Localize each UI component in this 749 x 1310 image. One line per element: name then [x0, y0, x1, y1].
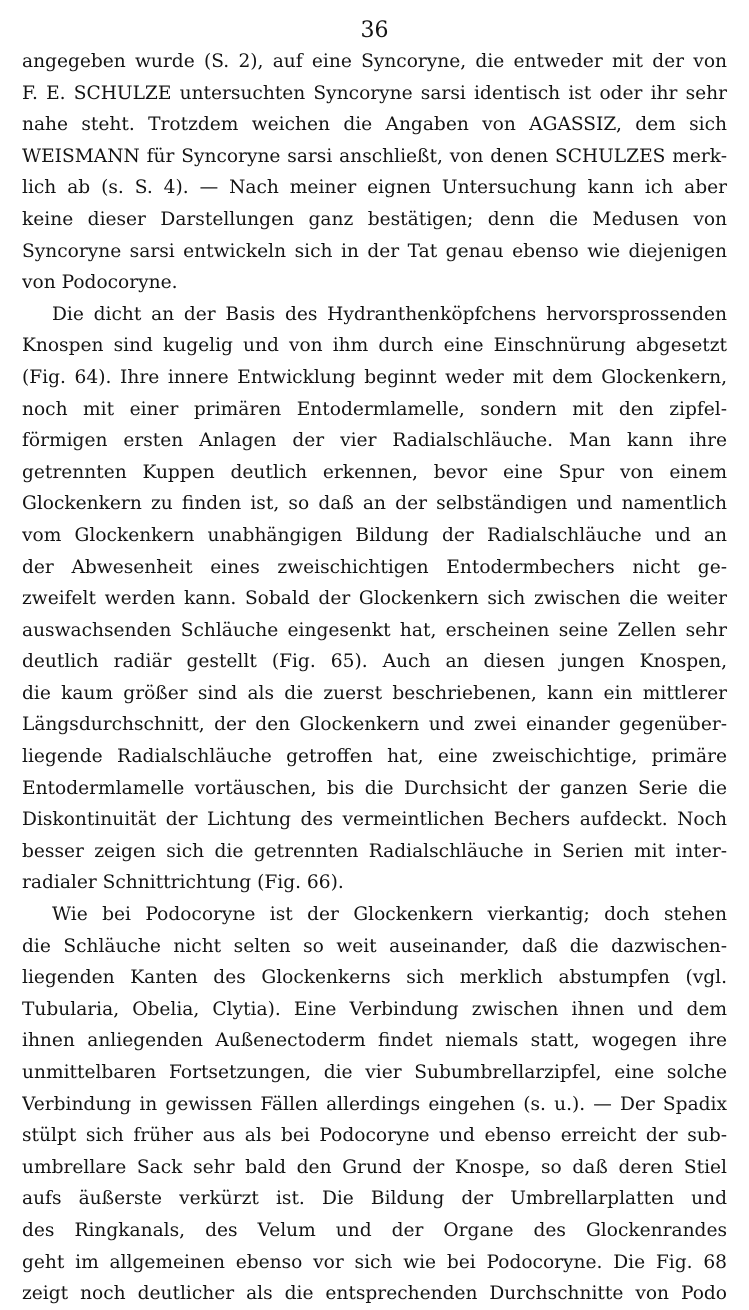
text-line: aufs äußerste verkürzt ist. Die Bildung der Umbrellarplatten und — [22, 1188, 727, 1210]
text-line: auswachsenden Schläuche eingesenkt hat, erscheinen seine Zellen sehr — [22, 619, 727, 641]
text-line: stülpt sich früher aus als bei Podocoryne und ebenso erreicht der sub- — [22, 1125, 727, 1147]
text-line: förmigen ersten Anlagen der vier Radialschläuche. Man kann ihre — [22, 430, 727, 452]
text-line: F. E. SCHULZE untersuchten Syncoryne sarsi identisch ist oder ihr sehr — [22, 82, 727, 104]
text-line: (Fig. 64). Ihre innere Entwicklung beginnt weder mit dem Glockenkern, — [22, 366, 727, 388]
text-line: Diskontinuität der Lichtung des vermeintlichen Bechers aufdeckt. Noch — [22, 809, 727, 831]
text-line: Verbindung in gewissen Fällen allerdings eingehen (s. u.). — Der Spadix — [22, 1093, 727, 1115]
text-line: von Podocoryne. — [22, 272, 178, 294]
text-line: Syncoryne sarsi entwickeln sich in der Tat genau ebenso wie diejenigen — [22, 240, 727, 262]
text-line: liegenden Kanten des Glockenkerns sich merklich abstumpfen (vgl. — [22, 967, 727, 989]
page-number: 36 — [360, 18, 389, 43]
text-line: nahe steht. Trotzdem weichen die Angaben von AGASSIZ, dem sich — [22, 114, 727, 136]
text-line: die kaum größer sind als die zuerst beschriebenen, kann ein mittlerer — [22, 682, 727, 704]
text-line: des Ringkanals, des Velum und der Organe des Glockenrandes — [22, 1219, 727, 1241]
text-line: getrennten Kuppen deutlich erkennen, bevor eine Spur von einem — [22, 461, 727, 483]
text-line: die Schläuche nicht selten so weit auseinander, daß die dazwischen- — [22, 935, 727, 957]
text-line: liegende Radialschläuche getroffen hat, eine zweischichtige, primäre — [22, 746, 727, 768]
text-line: WEISMANN für Syncoryne sarsi anschließt, von denen SCHULZES merk- — [22, 145, 727, 167]
body-text — [22, 46, 727, 1310]
text-line: radialer Schnittrichtung (Fig. 66). — [22, 872, 344, 894]
text-line: deutlich radiär gestellt (Fig. 65). Auch an diesen jungen Knospen, — [22, 651, 727, 673]
text-line: Tubularia, Obelia, Clytia). Eine Verbindung zwischen ihnen und dem — [22, 998, 727, 1020]
text-line: Längsdurchschnitt, der den Glockenkern und zwei einander gegenüber- — [22, 714, 727, 736]
text-line: Glockenkern zu finden ist, so daß an der selbständigen und namentlich — [22, 493, 727, 515]
text-line: lich ab (s. S. 4). — Nach meiner eignen Untersuchung kann ich aber — [22, 177, 727, 199]
text-line: der Abwesenheit eines zweischichtigen Entodermbechers nicht ge- — [22, 556, 727, 578]
paragraph-start-line: Die dicht an der Basis des Hydranthenköpfchens hervorsprossenden — [52, 303, 727, 325]
text-line: zeigt noch deutlicher als die entsprechenden Durchschnitte von Podo — [22, 1283, 727, 1305]
text-line: unmittelbaren Fortsetzungen, die vier Subumbrellarzipfel, eine solche — [22, 1062, 727, 1083]
text-line: Entodermlamelle vortäuschen, bis die Durchsicht der ganzen Serie die — [22, 777, 727, 799]
paragraph-start-line: Wie bei Podocoryne ist der Glockenkern vierkantig; doch stehen — [52, 904, 727, 926]
text-line: Knospen sind kugelig und von ihm durch eine Einschnürung abgesetzt — [22, 335, 727, 357]
text-line: ihnen anliegenden Außenectoderm findet niemals statt, wogegen ihre — [22, 1030, 727, 1052]
text-line: umbrellare Sack sehr bald den Grund der Knospe, so daß deren Stiel — [22, 1156, 727, 1178]
text-line: zweifelt werden kann. Sobald der Glockenkern sich zwischen die weiter — [22, 588, 727, 610]
text-line: keine dieser Darstellungen ganz bestätigen; denn die Medusen von — [22, 208, 727, 230]
text-line: besser zeigen sich die getrennten Radialschläuche in Serien mit inter- — [22, 840, 727, 862]
text-line: vom Glockenkern unabhängigen Bildung der Radialschläuche und an — [22, 524, 727, 546]
text-line: geht im allgemeinen ebenso vor sich wie bei Podocoryne. Die Fig. 68 — [22, 1251, 727, 1273]
text-line: noch mit einer primären Entodermlamelle, sondern mit den zipfel- — [22, 398, 727, 420]
text-line: angegeben wurde (S. 2), auf eine Syncoryne, die entweder mit der von — [22, 51, 727, 72]
